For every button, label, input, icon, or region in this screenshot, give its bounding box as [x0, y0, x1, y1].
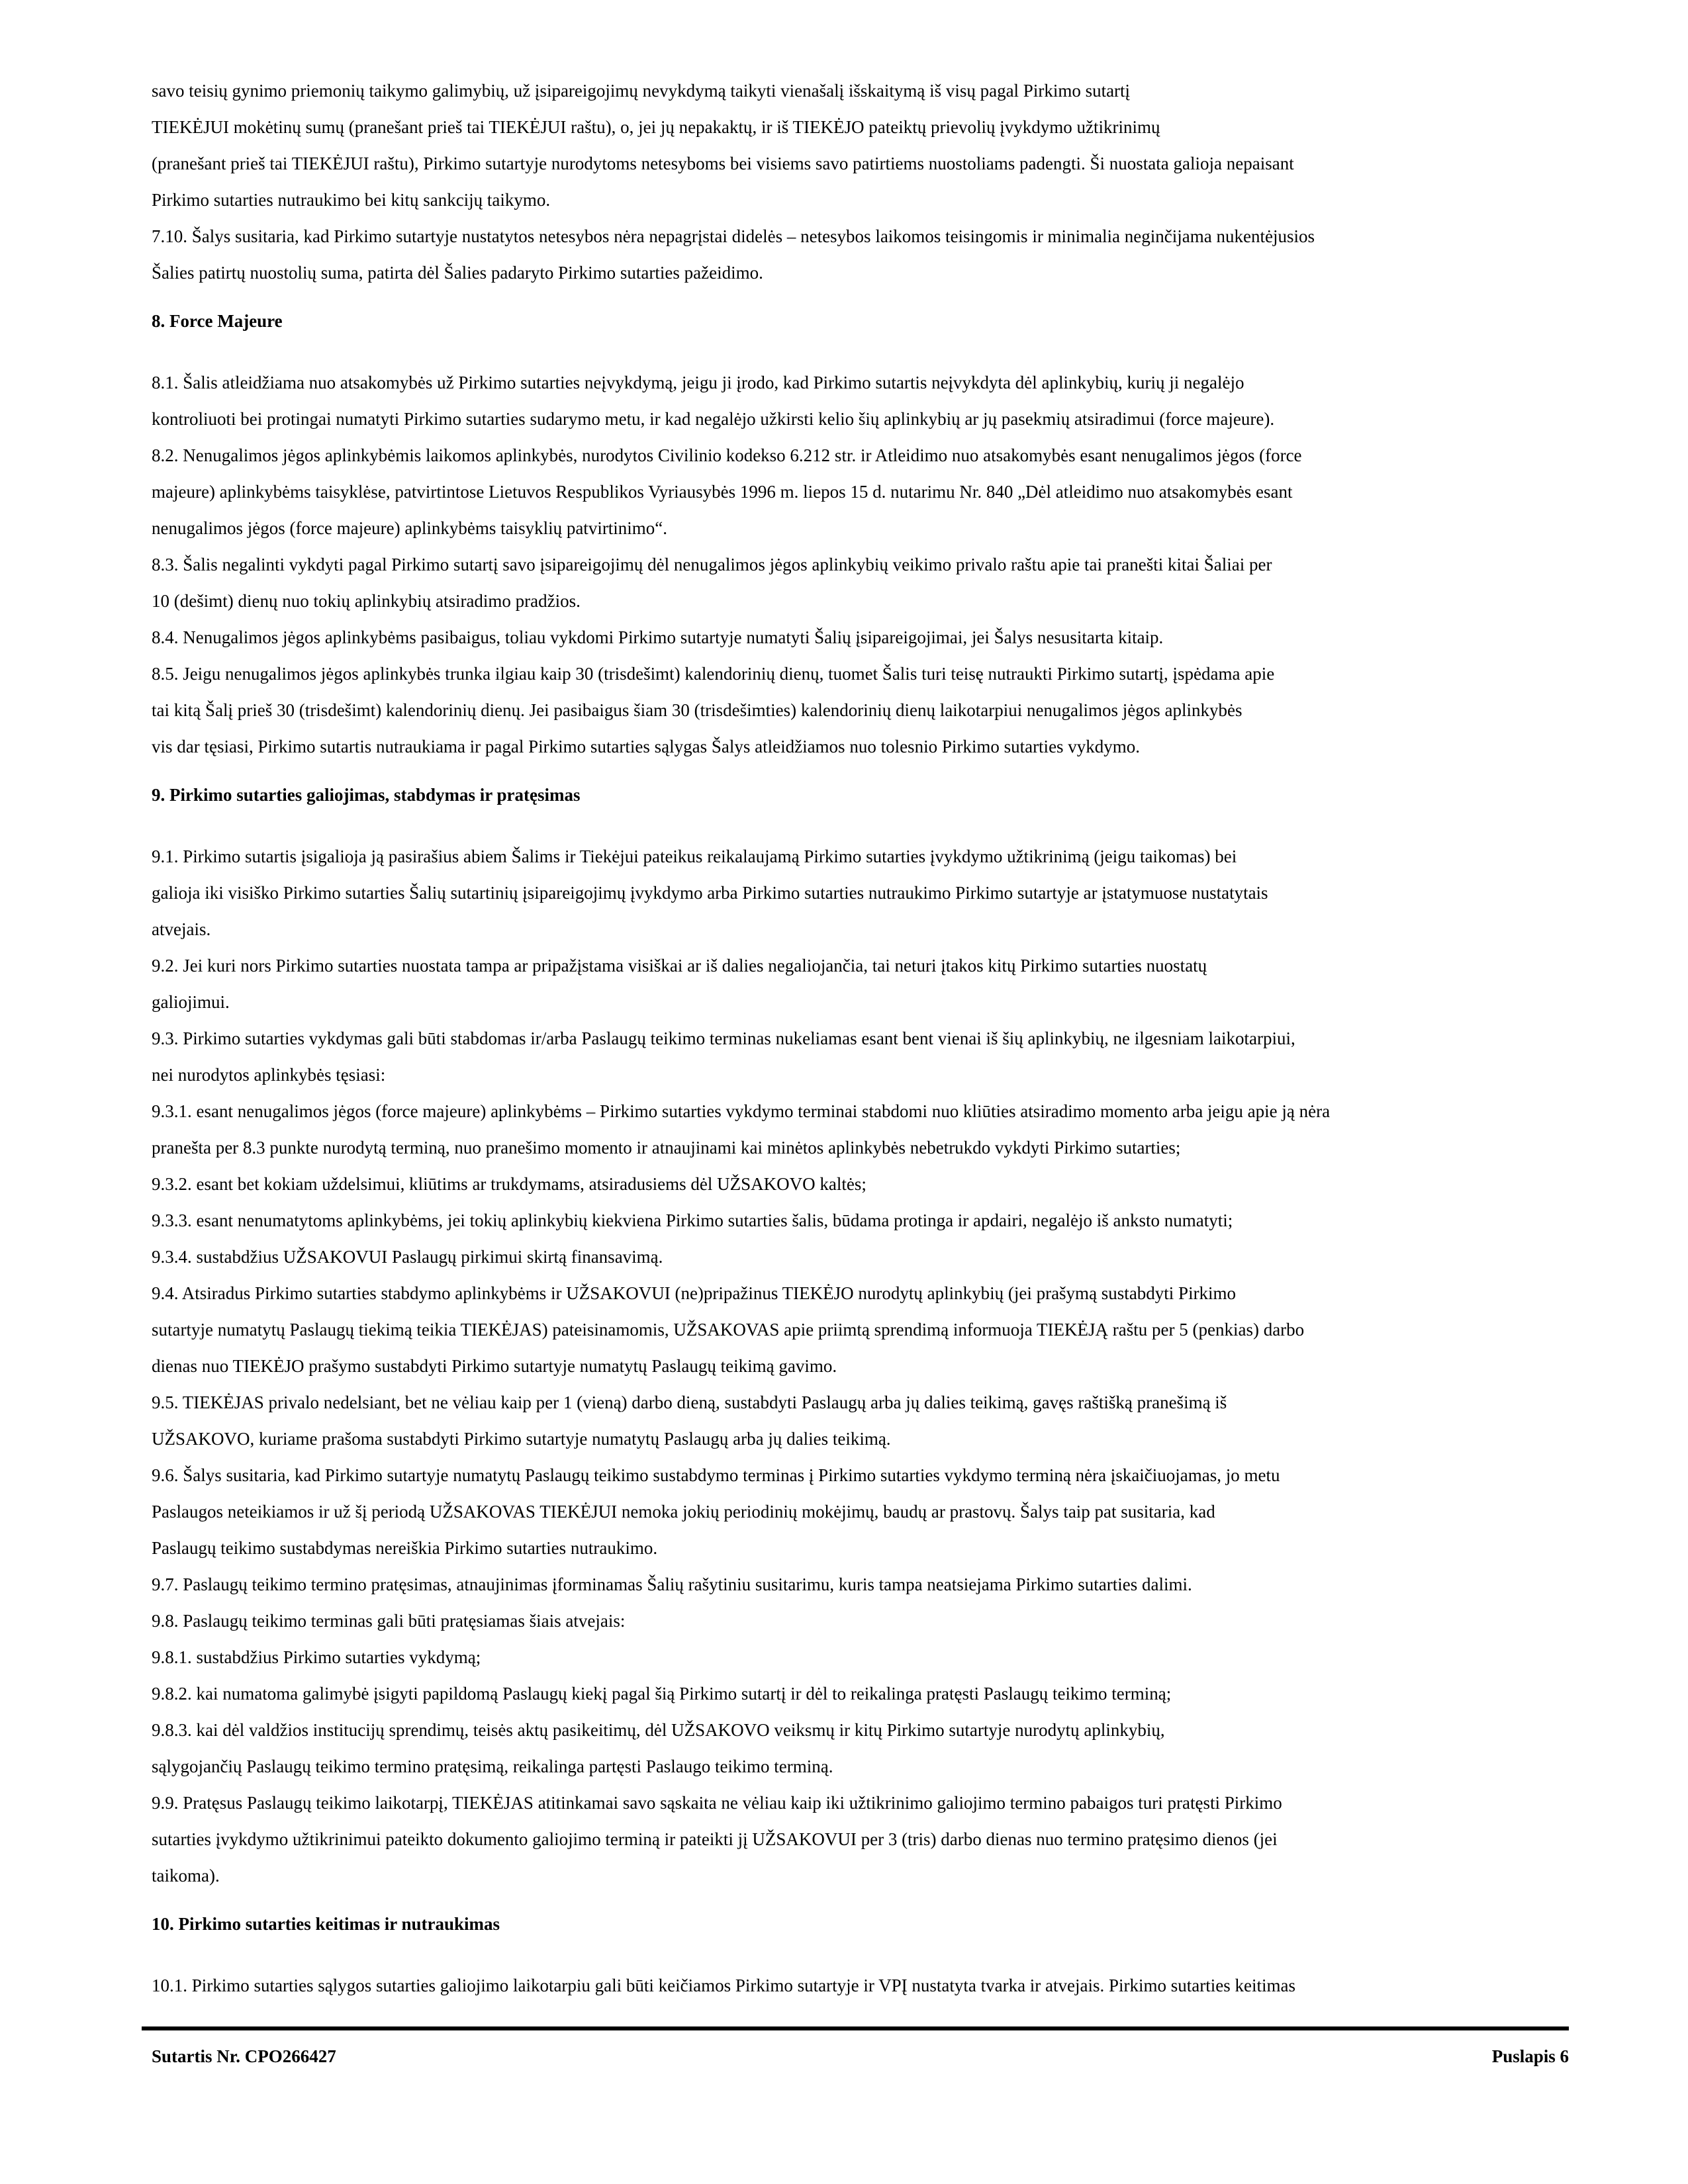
- text-line: 9.8.3. kai dėl valdžios institucijų sprendimų, teisės aktų pasikeitimų, dėl UŽSAKOVO veiksmų ir kitų Pirkimo sutartyje nurodytų aplinkybių,: [152, 1720, 1165, 1740]
- text-line: 8.4. Nenugalimos jėgos aplinkybėms pasibaigus, toliau vykdomi Pirkimo sutartyje numatyti Šalių įsipareigojimai, jei Šalys nesusitarta kitaip.: [152, 627, 1164, 647]
- text-line: 9.2. Jei kuri nors Pirkimo sutarties nuostata tampa ar pripažįstama visiškai ar iš dalies negaliojančia, tai neturi įtakos kitų Pirkimo sutarties nuostatų: [152, 956, 1207, 976]
- text-line: Paslaugos neteikiamos ir už šį periodą UŽSAKOVAS TIEKĖJUI nemoka jokių periodinių mokėjimų, baudų ar prastovų. Šalys taip pat susitaria, kad: [152, 1502, 1215, 1522]
- text-line: atvejais.: [152, 919, 211, 939]
- text-line: tai kitą Šalį prieš 30 (trisdešimt) kalendorinių dienų. Jei pasibaigus šiam 30 (trisdešimties) kalendorinių dienų laikotarpiui nenugalimos jėgos aplinkybės: [152, 700, 1243, 720]
- footer-divider: [142, 2026, 1569, 2030]
- text-line: 10.1. Pirkimo sutarties sąlygos sutarties galiojimo laikotarpiu gali būti keičiamos Pirkimo sutartyje ir VPĮ nustatyta tvarka ir atvejais. Pirkimo sutarties keitimas: [152, 1976, 1295, 1995]
- text-line: 9.4. Atsiradus Pirkimo sutarties stabdymo aplinkybėms ir UŽSAKOVUI (ne)pripažinus TIEKĖJO nurodytų aplinkybių (jei prašymą sustabdyti Pirkimo: [152, 1283, 1237, 1303]
- text-line: 9.8. Paslaugų teikimo terminas gali būti pratęsiamas šiais atvejais:: [152, 1611, 626, 1631]
- text-line: 9.3.4. sustabdžius UŽSAKOVUI Paslaugų pirkimui skirtą finansavimą.: [152, 1247, 663, 1267]
- text-line: 9.3.1. esant nenugalimos jėgos (force majeure) aplinkybėms – Pirkimo sutarties vykdymo terminai stabdomi nuo kliūties atsiradimo momento arba jeigu apie ją nėra: [152, 1101, 1331, 1121]
- text-line: 9.7. Paslaugų teikimo termino pratęsimas, atnaujinimas įforminamas Šalių rašytiniu susitarimu, kuris tampa neatsiejama Pirkimo sutarties dalimi.: [152, 1574, 1192, 1594]
- text-line: 8.2. Nenugalimos jėgos aplinkybėmis laikomos aplinkybės, nurodytos Civilinio kodekso 6.212 str. ir Atleidimo nuo atsakomybės esant nenugalimos jėgos (force: [152, 445, 1302, 465]
- text-line: Šalies patirtų nuostolių suma, patirta dėl Šalies padaryto Pirkimo sutarties pažeidimo.: [152, 263, 763, 283]
- text-line: (pranešant prieš tai TIEKĖJUI raštu), Pirkimo sutartyje nurodytoms netesyboms bei visiems savo patirtiems nuostoliams padengti. Ši nuostata galioja nepaisant: [152, 154, 1294, 173]
- text-line: pranešta per 8.3 punkte nurodytą terminą, nuo pranešimo momento ir atnaujinami kai minėtos aplinkybės nebetrukdo vykdyti Pirkimo sutarties;: [152, 1138, 1181, 1158]
- text-line: 7.10. Šalys susitaria, kad Pirkimo sutartyje nustatytos netesybos nėra nepagrįstai didelės – netesybos laikomos teisingomis ir minimalia neginčijama nukentėjusios: [152, 226, 1315, 246]
- text-line: majeure) aplinkybėms taisyklėse, patvirtintose Lietuvos Respublikos Vyriausybės 1996 m. liepos 15 d. nutarimu Nr. 840 „Dėl atleidimo nuo atsakomybės esant: [152, 482, 1293, 502]
- text-line: 8.1. Šalis atleidžiama nuo atsakomybės už Pirkimo sutarties neįvykdymą, jeigu ji įrodo, kad Pirkimo sutartis neįvykdyta dėl aplinkybių, kurių ji negalėjo: [152, 373, 1244, 392]
- footer-page-number: Puslapis 6: [1491, 2046, 1569, 2066]
- text-line: 9.3.2. esant bet kokiam uždelsimui, kliūtims ar trukdymams, atsiradusiems dėl UŽSAKOVO kaltės;: [152, 1174, 867, 1194]
- text-line: 9.1. Pirkimo sutartis įsigalioja ją pasirašius abiem Šalims ir Tiekėjui pateikus reikalaujamą Pirkimo sutarties įvykdymo užtikrinimą (jeigu taikomas) bei: [152, 846, 1237, 866]
- text-line: sąlygojančių Paslaugų teikimo termino pratęsimą, reikalinga partęsti Paslaugo teikimo terminą.: [152, 1756, 833, 1776]
- text-line: 9.8.2. kai numatoma galimybė įsigyti papildomą Paslaugų kiekį pagal šią Pirkimo sutartį ir dėl to reikalinga pratęsti Paslaugų teikimo terminą;: [152, 1684, 1172, 1704]
- text-line: sutartyje numatytų Paslaugų tiekimą teikia TIEKĖJAS) pateisinamomis, UŽSAKOVAS apie priimtą sprendimą informuoja TIEKĖJĄ raštu per 5 (penkias) darbo: [152, 1320, 1305, 1340]
- text-line: savo teisių gynimo priemonių taikymo galimybių, už įsipareigojimų nevykdymą taikyti vienašalį išskaitymą iš visų pagal Pirkimo sutartį: [152, 81, 1131, 101]
- text-line: galioja iki visiško Pirkimo sutarties Šalių sutartinių įsipareigojimų įvykdymo arba Pirkimo sutarties nutraukimo Pirkimo sutartyje ar įstatymuose nustatytais: [152, 883, 1268, 903]
- text-line: 9.6. Šalys susitaria, kad Pirkimo sutartyje numatytų Paslaugų teikimo sustabdymo terminas į Pirkimo sutarties vykdymo terminą nėra įskaičiuojamas, jo metu: [152, 1465, 1280, 1485]
- footer-contract-number: Sutartis Nr. CPO266427: [152, 2046, 336, 2066]
- text-line: 8.5. Jeigu nenugalimos jėgos aplinkybės trunka ilgiau kaip 30 (trisdešimt) kalendorinių dienų, tuomet Šalis turi teisę nutraukti Pirkimo sutartį, įspėdama apie: [152, 664, 1275, 684]
- text-line: galiojimui.: [152, 992, 230, 1012]
- text-line: 9.9. Pratęsus Paslaugų teikimo laikotarpį, TIEKĖJAS atitinkamai savo sąskaita ne vėliau kaip iki užtikrinimo galiojimo termino pabaigos turi pratęsti Pirkimo: [152, 1793, 1282, 1813]
- text-line: vis dar tęsiasi, Pirkimo sutartis nutraukiama ir pagal Pirkimo sutarties sąlygas Šalys atleidžiamos nuo tolesnio Pirkimo sutarties vykdymo.: [152, 737, 1141, 756]
- text-line: 9.3. Pirkimo sutarties vykdymas gali būti stabdomas ir/arba Paslaugų teikimo terminas nukeliamas esant bent vienai iš šių aplinkybių, ne ilgesniam laikotarpiui,: [152, 1028, 1295, 1048]
- text-line: nenugalimos jėgos (force majeure) aplinkybėms taisyklių patvirtinimo“.: [152, 518, 668, 538]
- text-line: nei nurodytos aplinkybės tęsiasi:: [152, 1065, 386, 1085]
- text-line: 8.3. Šalis negalinti vykdyti pagal Pirkimo sutartį savo įsipareigojimų dėl nenugalimos jėgos aplinkybių veikimo privalo raštu apie tai pranešti kitai Šaliai per: [152, 555, 1272, 574]
- text-line: 9.8.1. sustabdžius Pirkimo sutarties vykdymą;: [152, 1647, 481, 1667]
- section-heading: 10. Pirkimo sutarties keitimas ir nutraukimas: [152, 1914, 500, 1934]
- section-heading: 9. Pirkimo sutarties galiojimas, stabdymas ir pratęsimas: [152, 785, 581, 805]
- section-heading: 8. Force Majeure: [152, 311, 283, 331]
- text-line: dienas nuo TIEKĖJO prašymo sustabdyti Pirkimo sutartyje numatytų Paslaugų teikimą gavimo.: [152, 1356, 837, 1376]
- text-line: kontroliuoti bei protingai numatyti Pirkimo sutarties sudarymo metu, ir kad negalėjo užkirsti kelio šių aplinkybių ar jų pasekmių atsiradimui (force majeure).: [152, 409, 1275, 429]
- text-line: taikoma).: [152, 1866, 220, 1886]
- text-line: 9.5. TIEKĖJAS privalo nedelsiant, bet ne vėliau kaip per 1 (vieną) darbo dieną, sustabdyti Paslaugų arba jų dalies teikimą, gavęs raštišką pranešimą iš: [152, 1392, 1227, 1412]
- text-line: Paslaugų teikimo sustabdymas nereiškia Pirkimo sutarties nutraukimo.: [152, 1538, 658, 1558]
- document-body: [152, 73, 1575, 2004]
- text-line: TIEKĖJUI mokėtinų sumų (pranešant prieš tai TIEKĖJUI raštu), o, jei jų nepakaktų, ir iš TIEKĖJO pateiktų prievolių įvykdymo užtikrinimų: [152, 117, 1160, 137]
- text-line: Pirkimo sutarties nutraukimo bei kitų sankcijų taikymo.: [152, 190, 551, 210]
- text-line: 9.3.3. esant nenumatytoms aplinkybėms, jei tokių aplinkybių kiekviena Pirkimo sutarties šalis, būdama protinga ir apdairi, negalėjo iš anksto numatyti;: [152, 1210, 1233, 1230]
- text-line: 10 (dešimt) dienų nuo tokių aplinkybių atsiradimo pradžios.: [152, 591, 581, 611]
- text-line: sutarties įvykdymo užtikrinimui pateikto dokumento galiojimo terminą ir pateikti jį UŽSAKOVUI per 3 (tris) darbo dienas nuo termino pratęsimo dienos (jei: [152, 1829, 1278, 1849]
- text-line: UŽSAKOVO, kuriame prašoma sustabdyti Pirkimo sutartyje numatytų Paslaugų arba jų dalies teikimą.: [152, 1429, 891, 1449]
